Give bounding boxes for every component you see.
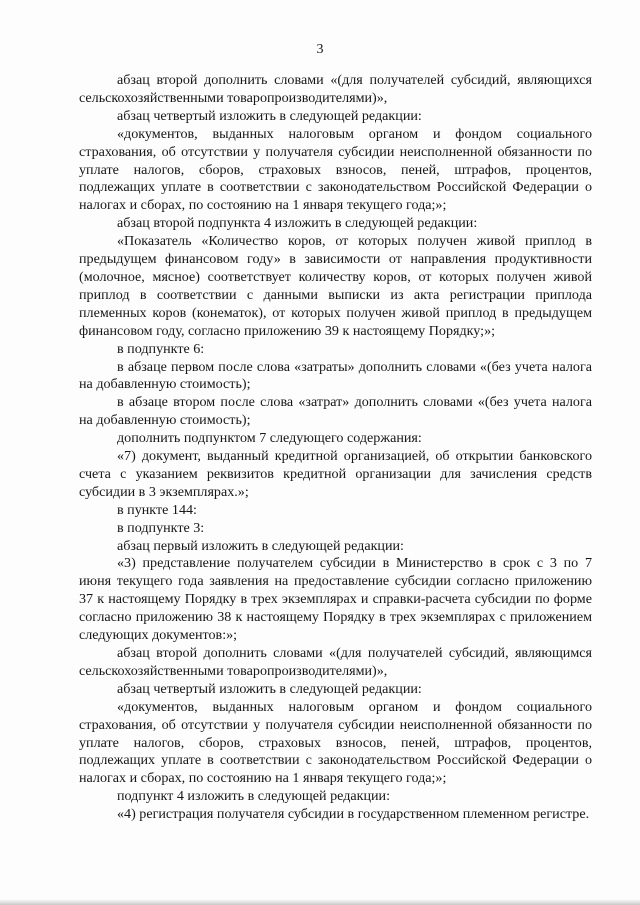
paragraph: дополнить подпунктом 7 следующего содержания: [117,430,422,447]
paragraph: в абзаце втором после слова «затрат» дополнить словами «(без учета налога на добавленную стоимость); [79,394,592,429]
paragraph: «Показатель «Количество коров, от которых получен живой приплод в предыдущем финансовом году» в зависимости от направления продуктивности (молочное, мясное) соответствует количеству коров, от которых получен живой приплод в соответствии с данными выписки из акта регистрации приплода племенных коров (конематок), от которых получен живой приплод в предыдущем финансовом году, согласно приложению 39 к настоящему Порядку;»; [79,233,592,339]
paragraph: в подпункте 6: [117,340,205,357]
paragraph: абзац второй дополнить словами «(для получателей субсидий, являющимся сельскохозяйственными товаропроизводителями)», [79,645,592,679]
paragraph: подпункт 4 изложить в следующей редакции: [117,788,391,805]
paragraph: «документов, выданных налоговым органом и фондом социального страхования, об отсутствии у получателя субсидии неисполненной обязанности по уплате налогов, сборов, страховых взносов, пеней, штрафов, процентов, подлежащих уплате в соответствии с законодательством Российской Федерации о налогах и сборах, по состоянию на 1 января текущего года;»; [79,125,592,214]
paragraph: «3) представление получателем субсидии в Министерство в срок с 3 по 7 июня текущего года заявления на предоставление субсидии согласно приложению 37 к настоящему Порядку в трех экземплярах и справки-расчета субсидии по форме согласно приложению 38 к настоящему Порядку в трех экземплярах с приложением следующих документов:»; [79,555,592,644]
paragraph: абзац первый изложить в следующей редакции: [117,537,404,554]
paragraph: в подпункте 3: [117,519,205,536]
document-body [79,72,592,824]
paragraph: абзац четвертый изложить в следующей редакции: [117,680,422,697]
page-number: 3 [316,42,324,57]
paragraph: в абзаце первом после слова «затраты» дополнить словами «(без учета налога на добавленную стоимость); [79,358,592,393]
scan-bottom-edge [0,899,640,905]
paragraph: «7) документ, выданный кредитной организацией, об открытии банковского счета с указанием реквизитов кредитной организации для зачисления средств субсидии в 3 экземплярах.»; [79,448,592,500]
paragraph: «4) регистрация получателя субсидии в государственном племенном регистре. [117,806,590,823]
paragraph: абзац четвертый изложить в следующей редакции: [117,107,422,124]
paragraph: абзац второй подпункта 4 изложить в следующей редакции: [117,215,478,232]
paragraph: абзац второй дополнить словами «(для получателей субсидий, являющихся сельскохозяйственными товаропроизводителями)», [79,72,592,106]
paragraph: «документов, выданных налоговым органом и фондом социального страхования, об отсутствии у получателя субсидии неисполненной обязанности по уплате налогов, сборов, страховых взносов, пеней, штрафов, процентов, подлежащих уплате в соответствии с законодательством Российской Федерации о налогах и сборах, по состоянию на 1 января текущего года;»; [79,698,592,787]
paragraph: в пункте 144: [117,501,197,518]
